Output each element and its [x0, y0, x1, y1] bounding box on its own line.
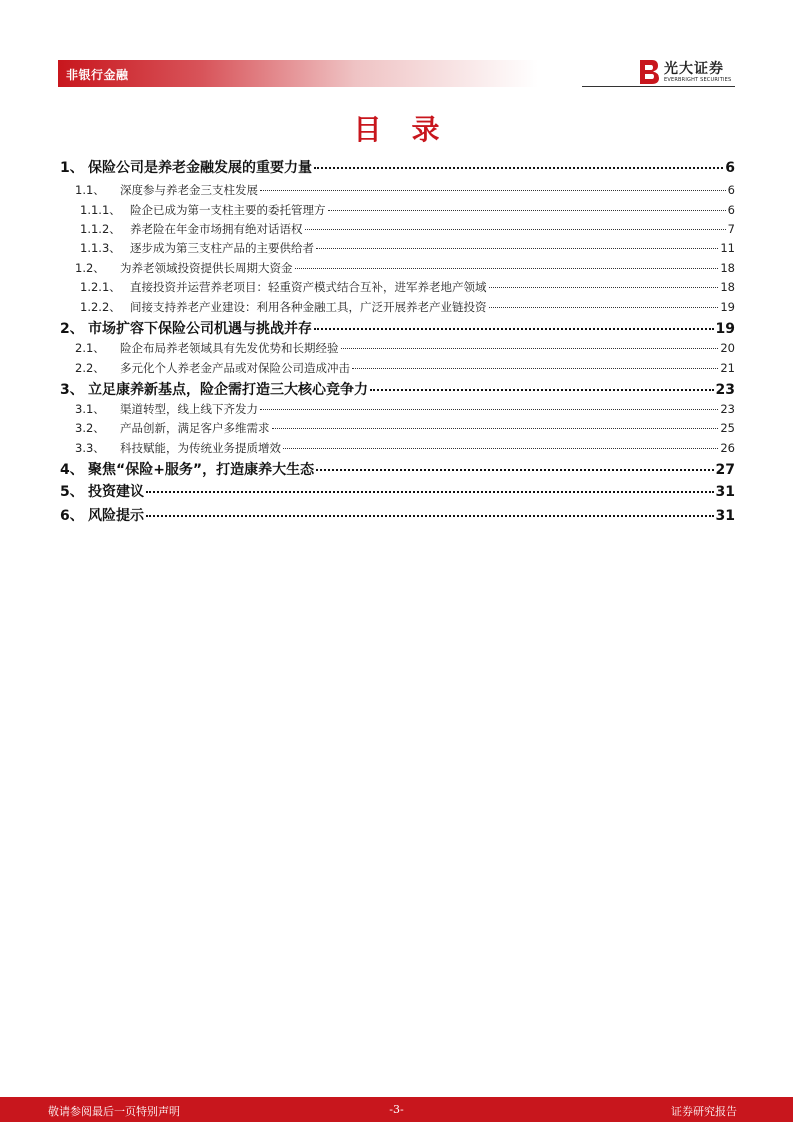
- toc-number: 2.1、: [75, 341, 105, 355]
- toc-leader: [314, 328, 714, 330]
- everbright-logo-icon: [636, 58, 660, 85]
- header-band: [58, 60, 538, 87]
- toc-number: 1.1.2、: [80, 222, 121, 236]
- toc-label: 逐步成为第三支柱产品的主要供给者: [130, 241, 314, 255]
- toc-page: 21: [720, 361, 735, 375]
- toc-entry[interactable]: [60, 299, 735, 317]
- toc-number: 3.3、: [75, 441, 105, 455]
- toc-leader: [352, 368, 718, 369]
- logo-cn-text: 光大证券: [664, 61, 724, 77]
- toc-entry[interactable]: [60, 157, 735, 177]
- toc-leader: [272, 428, 719, 429]
- report-type: 证券研究报告: [671, 1105, 737, 1118]
- toc-leader: [341, 348, 719, 349]
- toc-leader: [146, 491, 714, 493]
- toc-page: 6: [727, 183, 735, 197]
- toc-page: 20: [720, 341, 735, 355]
- toc-leader: [316, 469, 713, 471]
- toc-entry[interactable]: [60, 459, 735, 479]
- toc-label: 立足康养新基点，险企需打造三大核心竞争力: [88, 382, 368, 398]
- toc-page: 23: [720, 402, 735, 416]
- toc-number: 6、: [60, 508, 84, 524]
- toc-leader: [146, 515, 714, 517]
- toc-entry[interactable]: [60, 240, 735, 258]
- toc-number: 5、: [60, 484, 84, 500]
- toc-label: 聚焦“保险+服务”，打造康养大生态: [88, 462, 315, 478]
- toc-label: 渠道转型，线上线下齐发力: [120, 402, 258, 416]
- toc-label: 深度参与养老金三支柱发展: [120, 183, 258, 197]
- toc-entry[interactable]: [60, 202, 735, 220]
- toc-label: 产品创新，满足客户多维需求: [120, 421, 270, 435]
- toc-entry[interactable]: [60, 279, 735, 297]
- toc-page: 31: [715, 484, 735, 500]
- toc-number: 3、: [60, 382, 84, 398]
- toc-page: 25: [720, 421, 735, 435]
- toc-leader: [316, 248, 718, 249]
- toc-label: 间接支持养老产业建设：利用各种金融工具，广泛开展养老产业链投资: [130, 300, 487, 314]
- toc-page: 18: [720, 280, 735, 294]
- toc-leader: [305, 229, 726, 230]
- toc-label: 直接投资并运营养老项目：轻重资产模式结合互补，进军养老地产领域: [130, 280, 487, 294]
- toc-label: 风险提示: [88, 508, 144, 524]
- toc-page: 18: [720, 261, 735, 275]
- toc-label: 为养老领域投资提供长周期大资金: [120, 261, 293, 275]
- toc-entry[interactable]: [60, 440, 735, 458]
- toc-page: 19: [715, 321, 735, 337]
- toc-label: 保险公司是养老金融发展的重要力量: [88, 160, 312, 176]
- toc-number: 3.1、: [75, 402, 105, 416]
- toc-entry[interactable]: [60, 481, 735, 501]
- toc-label: 市场扩容下保险公司机遇与挑战并存: [88, 321, 312, 337]
- toc-entry[interactable]: [60, 340, 735, 358]
- toc-entry[interactable]: [60, 318, 735, 338]
- toc-page: 11: [720, 241, 735, 255]
- toc-label: 养老险在年金市场拥有绝对话语权: [130, 222, 303, 236]
- toc-entry[interactable]: [60, 260, 735, 278]
- toc-number: 2、: [60, 321, 84, 337]
- toc-label: 险企布局养老领域具有先发优势和长期经验: [120, 341, 339, 355]
- toc-page: 31: [715, 508, 735, 524]
- footer-bar: [0, 1097, 793, 1122]
- toc-page: 23: [715, 382, 735, 398]
- logo-en-text: EVERBRIGHT SECURITIES: [664, 77, 732, 83]
- company-logo: [636, 58, 736, 86]
- toc-entry[interactable]: [60, 505, 735, 525]
- toc-page: 27: [715, 462, 735, 478]
- toc-leader: [370, 389, 714, 391]
- toc-leader: [260, 190, 726, 191]
- toc-entry[interactable]: [60, 221, 735, 239]
- toc-label: 多元化个人养老金产品或对保险公司造成冲击: [120, 361, 350, 375]
- toc-entry[interactable]: [60, 360, 735, 378]
- toc-number: 3.2、: [75, 421, 105, 435]
- toc-number: 1.1、: [75, 183, 105, 197]
- toc-number: 4、: [60, 462, 84, 478]
- toc-entry[interactable]: [60, 182, 735, 200]
- toc-page: 7: [727, 222, 735, 236]
- toc-entry[interactable]: [60, 379, 735, 399]
- sector-label: 非银行金融: [66, 68, 129, 82]
- toc-page: 26: [720, 441, 735, 455]
- disclaimer-note: 敬请参阅最后一页特别声明: [48, 1105, 180, 1118]
- toc-leader: [295, 268, 719, 269]
- page-number: -3-: [389, 1103, 404, 1116]
- toc-leader: [489, 307, 719, 308]
- toc-number: 1.1.3、: [80, 241, 121, 255]
- toc-label: 险企已成为第一支柱主要的委托管理方: [130, 203, 326, 217]
- toc-page: 6: [725, 160, 735, 176]
- toc-number: 1.1.1、: [80, 203, 121, 217]
- toc-label: 投资建议: [88, 484, 144, 500]
- toc-number: 1.2.2、: [80, 300, 121, 314]
- toc-page: 19: [720, 300, 735, 314]
- toc-number: 2.2、: [75, 361, 105, 375]
- toc-leader: [260, 409, 718, 410]
- header-rule: [582, 86, 735, 87]
- toc-entry[interactable]: [60, 420, 735, 438]
- toc-page: 6: [727, 203, 735, 217]
- toc-leader: [314, 167, 723, 169]
- page-title: 目录: [353, 113, 470, 146]
- toc-number: 1.2.1、: [80, 280, 121, 294]
- toc-leader: [283, 448, 718, 449]
- toc-number: 1、: [60, 160, 84, 176]
- toc-label: 科技赋能，为传统业务提质增效: [120, 441, 281, 455]
- toc-number: 1.2、: [75, 261, 105, 275]
- toc-leader: [328, 210, 726, 211]
- toc-leader: [489, 287, 719, 288]
- toc-entry[interactable]: [60, 401, 735, 419]
